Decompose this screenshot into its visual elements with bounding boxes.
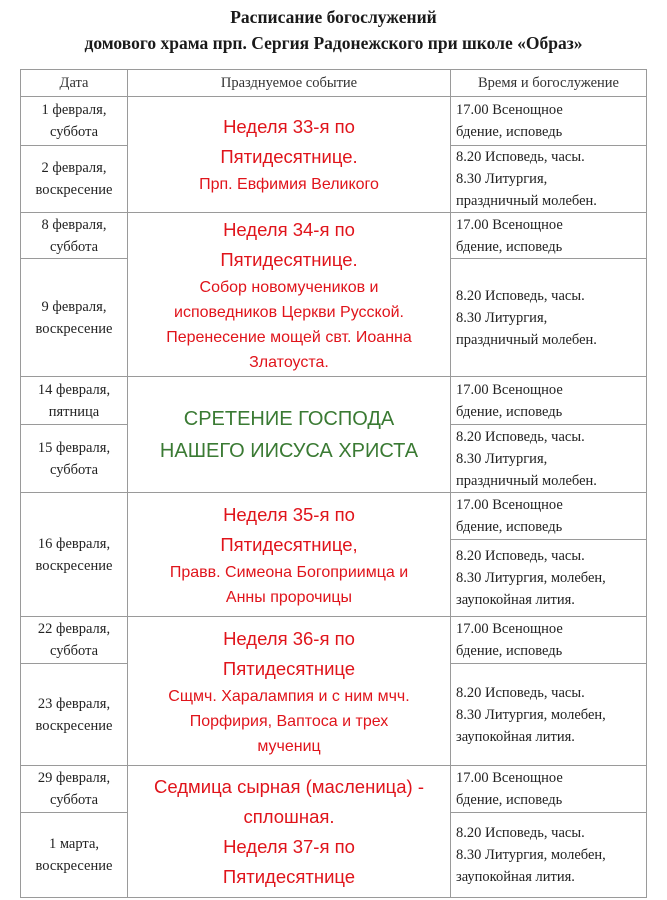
service-line: 17.00 Всенощное bbox=[456, 770, 563, 786]
event-line: Перенесение мощей свт. Иоанна bbox=[166, 328, 412, 346]
table-row bbox=[21, 377, 647, 425]
date-weekday: воскресение bbox=[35, 182, 113, 198]
service-cell bbox=[451, 664, 647, 766]
date-cell bbox=[21, 617, 128, 664]
table-row bbox=[21, 493, 647, 540]
event-cell bbox=[128, 213, 451, 377]
event-cell bbox=[128, 377, 451, 493]
event-line: Седмица сырная (масленица) - bbox=[153, 775, 424, 797]
event-line: Пятидесятнице. bbox=[220, 146, 358, 167]
schedule-table bbox=[20, 69, 647, 898]
service-line: 8.30 Литургия, bbox=[456, 450, 548, 467]
date-cell bbox=[21, 146, 128, 213]
date-weekday: суббота bbox=[49, 792, 99, 808]
event-cell bbox=[128, 617, 451, 766]
schedule-subtitle: домового храма прп. Сергия Радонежского при школе «Образ» bbox=[84, 33, 583, 53]
event-line: Неделя 34-я по bbox=[223, 218, 355, 240]
service-line: праздничный молебен. bbox=[456, 472, 597, 489]
service-cell bbox=[451, 377, 647, 425]
event-line: Пятидесятнице. bbox=[220, 248, 358, 270]
event-line: мучениц bbox=[257, 737, 321, 755]
date-weekday: суббота bbox=[49, 238, 99, 255]
date-weekday: суббота bbox=[49, 124, 99, 140]
service-line: заупокойная лития. bbox=[456, 728, 575, 745]
service-line: бдение, исповедь bbox=[456, 643, 563, 659]
service-line: бдение, исповедь bbox=[456, 519, 563, 535]
service-line: 8.30 Литургия, bbox=[456, 309, 548, 326]
service-line: 8.30 Литургия, молебен, bbox=[456, 847, 606, 863]
event-line: Правв. Симеона Богоприимца и bbox=[169, 563, 409, 581]
event-line: Неделя 35-я по bbox=[223, 503, 355, 525]
service-cell bbox=[451, 493, 647, 540]
event-line: сплошная. bbox=[243, 805, 335, 827]
event-line: Пятидесятнице, bbox=[220, 533, 358, 555]
service-line: бдение, исповедь bbox=[456, 124, 563, 140]
date-weekday: пятница bbox=[48, 403, 100, 420]
date-day: 1 марта, bbox=[48, 836, 100, 852]
event-line: Собор новомучеников и bbox=[199, 278, 379, 296]
table-header-row bbox=[21, 70, 647, 97]
service-line: 17.00 Всенощное bbox=[456, 216, 563, 233]
event-line: Анны пророчицы bbox=[225, 588, 353, 606]
date-day: 15 февраля, bbox=[37, 439, 111, 456]
date-weekday: воскресение bbox=[35, 858, 113, 874]
service-line: бдение, исповедь bbox=[456, 403, 563, 420]
date-day: 22 февраля, bbox=[37, 621, 111, 637]
schedule-title: Расписание богослужений bbox=[230, 7, 437, 27]
column-header-date: Дата bbox=[21, 70, 128, 97]
column-header-service: Время и богослужение bbox=[451, 70, 647, 97]
table-row bbox=[21, 617, 647, 664]
service-cell bbox=[451, 766, 647, 813]
service-line: 8.20 Исповедь, часы. bbox=[456, 428, 585, 445]
event-line: исповедников Церкви Русской. bbox=[174, 303, 404, 321]
service-line: заупокойная лития. bbox=[456, 592, 575, 608]
service-line: 8.20 Исповедь, часы. bbox=[456, 149, 585, 165]
date-day: 8 февраля, bbox=[41, 216, 107, 233]
service-line: праздничный молебен. bbox=[456, 331, 597, 348]
service-cell bbox=[451, 813, 647, 898]
event-cell bbox=[128, 766, 451, 898]
event-cell bbox=[128, 97, 451, 213]
date-weekday: суббота bbox=[49, 643, 99, 659]
service-cell bbox=[451, 540, 647, 617]
date-cell bbox=[21, 766, 128, 813]
date-day: 29 февраля, bbox=[37, 770, 111, 786]
service-line: бдение, исповедь bbox=[456, 792, 563, 808]
service-line: 8.20 Исповедь, часы. bbox=[456, 684, 585, 701]
date-day: 14 февраля, bbox=[37, 381, 111, 398]
service-line: 17.00 Всенощное bbox=[456, 381, 563, 398]
date-weekday: воскресение bbox=[35, 320, 113, 337]
service-line: бдение, исповедь bbox=[456, 238, 563, 255]
service-line: заупокойная лития. bbox=[456, 869, 575, 885]
service-line: 8.20 Исповедь, часы. bbox=[456, 287, 585, 304]
event-line: Неделя 33-я по bbox=[223, 116, 355, 137]
event-line: Сщмч. Харалампия и с ним мчч. bbox=[168, 687, 410, 705]
date-weekday: воскресение bbox=[35, 557, 113, 574]
event-line: Неделя 36-я по bbox=[223, 627, 355, 649]
event-line: Порфирия, Вапто​са и трех bbox=[189, 712, 389, 730]
date-cell bbox=[21, 259, 128, 377]
service-line: 17.00 Всенощное bbox=[456, 497, 563, 513]
service-cell bbox=[451, 97, 647, 146]
date-day: 1 февраля, bbox=[41, 102, 107, 118]
date-cell bbox=[21, 664, 128, 766]
event-line: Пятидесятнице bbox=[222, 865, 356, 887]
date-cell bbox=[21, 377, 128, 425]
service-line: 17.00 Всенощное bbox=[456, 102, 563, 118]
event-line: Златоуста. bbox=[249, 353, 329, 371]
table-row bbox=[21, 766, 647, 813]
service-line: 8.20 Исповедь, часы. bbox=[456, 548, 585, 564]
service-cell bbox=[451, 617, 647, 664]
service-cell bbox=[451, 425, 647, 493]
date-cell bbox=[21, 493, 128, 617]
service-line: праздничный молебен. bbox=[456, 193, 597, 209]
date-day: 23 февраля, bbox=[37, 695, 111, 712]
service-cell bbox=[451, 146, 647, 213]
service-line: 8.20 Исповедь, часы. bbox=[456, 825, 585, 841]
service-line: 17.00 Всенощное bbox=[456, 621, 563, 637]
date-day: 9 февраля, bbox=[41, 298, 107, 315]
event-cell bbox=[128, 493, 451, 617]
date-cell bbox=[21, 97, 128, 146]
date-day: 16 февраля, bbox=[37, 535, 111, 552]
date-day: 2 февраля, bbox=[41, 160, 107, 176]
date-cell bbox=[21, 813, 128, 898]
service-cell bbox=[451, 213, 647, 259]
service-line: 8.30 Литургия, молебен, bbox=[456, 706, 606, 723]
service-line: 8.30 Литургия, bbox=[456, 171, 548, 187]
event-line: Прп. Евфимия Великого bbox=[199, 176, 379, 193]
table-row bbox=[21, 213, 647, 259]
table-row bbox=[21, 97, 647, 146]
date-weekday: воскресение bbox=[35, 717, 113, 734]
event-line: НАШЕГО ИИСУСА ХРИСТА bbox=[159, 439, 419, 462]
event-line: Неделя 37-я по bbox=[223, 835, 355, 857]
date-cell bbox=[21, 425, 128, 493]
event-line: СРЕТЕНИЕ ГОСПОДА bbox=[183, 407, 395, 430]
event-line: Пятидесятнице bbox=[222, 657, 356, 679]
service-cell bbox=[451, 259, 647, 377]
service-line: 8.30 Литургия, молебен, bbox=[456, 570, 606, 586]
date-weekday: суббота bbox=[49, 461, 99, 478]
date-cell bbox=[21, 213, 128, 259]
column-header-event: Празднуемое событие bbox=[128, 70, 451, 97]
